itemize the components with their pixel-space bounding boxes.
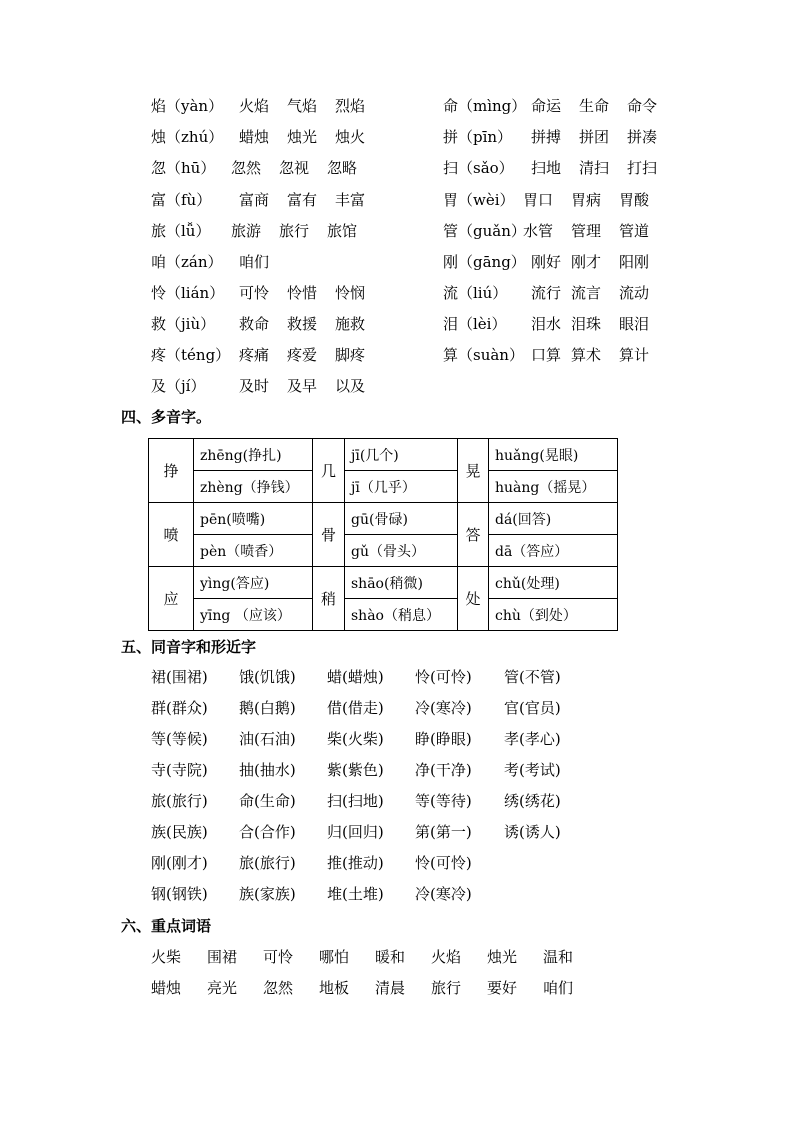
word: 流动 [619, 284, 650, 302]
char-pinyin: 怜（lián） [151, 284, 225, 302]
reading: gū(骨碌) [345, 503, 458, 535]
polyphone-char: 稍 [313, 567, 345, 631]
word: 借(借走) [327, 699, 384, 717]
reading: dá(回答) [489, 503, 618, 535]
word: 蜡烛 [151, 979, 182, 997]
word: 富商 [239, 191, 270, 209]
word: 丰富 [335, 191, 366, 209]
word: 怜(可怜) [415, 668, 472, 686]
word: 眼泪 [619, 315, 650, 333]
word: 怜(可怜) [415, 854, 472, 872]
char-pinyin: 刚（gāng） [443, 253, 526, 271]
polyphone-char: 骨 [313, 503, 345, 567]
char-pinyin: 拼（pīn） [443, 128, 513, 146]
word: 扫地 [531, 159, 562, 177]
word: 蜡(蜡烛) [327, 668, 384, 686]
word: 鹅(白鹅) [239, 699, 296, 717]
char-pinyin: 旅（lǚ） [151, 222, 211, 240]
word: 饿(饥饿) [239, 668, 296, 686]
word: 火柴 [151, 948, 182, 966]
word: 扫(扫地) [327, 792, 384, 810]
word: 亮光 [207, 979, 238, 997]
reading: jī（几乎） [345, 471, 458, 503]
word: 冷(寒冷) [415, 885, 472, 903]
reading: shāo(稍微) [345, 567, 458, 599]
word: 清扫 [579, 159, 610, 177]
table-row [149, 439, 618, 471]
word: 等(等待) [415, 792, 472, 810]
char-pinyin: 泪（lèi） [443, 315, 507, 333]
word: 刚好 [531, 253, 562, 271]
reading: yīng （应该） [194, 599, 313, 631]
word: 疼爱 [287, 346, 318, 364]
word: 富有 [287, 191, 318, 209]
word: 睁(睁眼) [415, 730, 472, 748]
word: 拼凑 [627, 128, 658, 146]
word: 脚疼 [335, 346, 366, 364]
word: 官(官员) [504, 699, 561, 717]
polyphone-char: 晃 [458, 439, 489, 503]
reading: pèn（喷香） [194, 535, 313, 567]
word: 地板 [319, 979, 350, 997]
word: 群(群众) [151, 699, 208, 717]
word: 阳刚 [619, 253, 650, 271]
word: 命(生命) [239, 792, 296, 810]
word: 烛光 [487, 948, 518, 966]
word: 火焰 [239, 97, 270, 115]
word: 怜惜 [287, 284, 318, 302]
table-row [149, 567, 618, 599]
polyphone-char: 喷 [149, 503, 194, 567]
word: 推(推动) [327, 854, 384, 872]
word: 打扫 [627, 159, 658, 177]
char-pinyin: 富（fù） [151, 191, 212, 209]
word: 水管 [523, 222, 554, 240]
word: 绣(绣花) [504, 792, 561, 810]
word: 拼搏 [531, 128, 562, 146]
word: 等(等候) [151, 730, 208, 748]
word: 钢(钢铁) [151, 885, 208, 903]
word: 算术 [571, 346, 602, 364]
reading: chǔ(处理) [489, 567, 618, 599]
word: 抽(抽水) [239, 761, 296, 779]
word: 孝(孝心) [504, 730, 561, 748]
char-pinyin: 忽（hū） [151, 159, 216, 177]
reading: chù（到处） [489, 599, 618, 631]
word: 胃口 [523, 191, 554, 209]
word: 算计 [619, 346, 650, 364]
polyphone-table [148, 438, 618, 631]
word: 管(不管) [504, 668, 561, 686]
section-title-homophones: 五、同音字和形近字 [121, 638, 257, 656]
reading: zhèng（挣钱） [194, 471, 313, 503]
word: 命运 [531, 97, 562, 115]
polyphone-char: 应 [149, 567, 194, 631]
char-pinyin: 命（mìng） [443, 97, 527, 115]
word: 拼团 [579, 128, 610, 146]
word: 旅馆 [327, 222, 358, 240]
word: 烈焰 [335, 97, 366, 115]
polyphone-char: 挣 [149, 439, 194, 503]
word: 忽略 [327, 159, 358, 177]
word: 合(合作) [239, 823, 296, 841]
word: 净(干净) [415, 761, 472, 779]
word: 流言 [571, 284, 602, 302]
word: 以及 [335, 377, 366, 395]
char-pinyin: 算（suàn） [443, 346, 524, 364]
word: 忽然 [231, 159, 262, 177]
word: 旅行 [279, 222, 310, 240]
word: 裙(围裙) [151, 668, 208, 686]
table-row [149, 535, 618, 567]
table-row [149, 471, 618, 503]
word: 救援 [287, 315, 318, 333]
word: 命令 [627, 97, 658, 115]
word: 忽然 [263, 979, 294, 997]
word: 冷(寒冷) [415, 699, 472, 717]
word: 堆(土堆) [327, 885, 384, 903]
table-row [149, 599, 618, 631]
word: 暖和 [375, 948, 406, 966]
word: 烛火 [335, 128, 366, 146]
word: 温和 [543, 948, 574, 966]
reading: huàng（摇晃） [489, 471, 618, 503]
reading: zhēng(挣扎) [194, 439, 313, 471]
char-pinyin: 咱（zán） [151, 253, 223, 271]
word: 怜悯 [335, 284, 366, 302]
word: 旅游 [231, 222, 262, 240]
word: 烛光 [287, 128, 318, 146]
section-title-polyphones: 四、多音字。 [121, 408, 212, 426]
char-pinyin: 救（jiù） [151, 315, 216, 333]
char-pinyin: 及（jí） [151, 377, 206, 395]
word: 蜡烛 [239, 128, 270, 146]
word: 气焰 [287, 97, 318, 115]
word: 流行 [531, 284, 562, 302]
word: 刚(刚才) [151, 854, 208, 872]
char-pinyin: 焰（yàn） [151, 97, 224, 115]
polyphone-char: 处 [458, 567, 489, 631]
word: 围裙 [207, 948, 238, 966]
word: 咱们 [239, 253, 270, 271]
word: 忽视 [279, 159, 310, 177]
reading: gǔ（骨头） [345, 535, 458, 567]
word: 寺(寺院) [151, 761, 208, 779]
word: 旅(旅行) [239, 854, 296, 872]
word: 管理 [571, 222, 602, 240]
word: 疼痛 [239, 346, 270, 364]
word: 刚才 [571, 253, 602, 271]
word: 可怜 [239, 284, 270, 302]
char-pinyin: 扫（sǎo） [443, 159, 514, 177]
reading: jī(几个) [345, 439, 458, 471]
word: 胃酸 [619, 191, 650, 209]
word: 考(考试) [504, 761, 561, 779]
word: 口算 [531, 346, 562, 364]
word: 救命 [239, 315, 270, 333]
word: 咱们 [543, 979, 574, 997]
polyphone-char: 答 [458, 503, 489, 567]
word: 旅(旅行) [151, 792, 208, 810]
word: 归(回归) [327, 823, 384, 841]
word: 第(第一) [415, 823, 472, 841]
char-pinyin: 流（liú） [443, 284, 508, 302]
word: 及时 [239, 377, 270, 395]
char-pinyin: 管（guǎn） [443, 222, 526, 240]
reading: huǎng(晃眼) [489, 439, 618, 471]
table-row [149, 503, 618, 535]
word: 泪珠 [571, 315, 602, 333]
char-pinyin: 疼（téng） [151, 346, 231, 364]
word: 哪怕 [319, 948, 350, 966]
reading: shào（稍息） [345, 599, 458, 631]
word: 油(石油) [239, 730, 296, 748]
polyphone-char: 几 [313, 439, 345, 503]
char-pinyin: 烛（zhú） [151, 128, 224, 146]
word: 清晨 [375, 979, 406, 997]
word: 要好 [487, 979, 518, 997]
word: 火焰 [431, 948, 462, 966]
word: 诱(诱人) [504, 823, 561, 841]
reading: yìng(答应) [194, 567, 313, 599]
word: 胃病 [571, 191, 602, 209]
char-pinyin: 胃（wèi） [443, 191, 515, 209]
word: 柴(火柴) [327, 730, 384, 748]
word: 生命 [579, 97, 610, 115]
reading: pēn(喷嘴) [194, 503, 313, 535]
word: 管道 [619, 222, 650, 240]
word: 可怜 [263, 948, 294, 966]
word: 旅行 [431, 979, 462, 997]
reading: dā（答应） [489, 535, 618, 567]
word: 施救 [335, 315, 366, 333]
word: 泪水 [531, 315, 562, 333]
section-title-key-words: 六、重点词语 [121, 917, 212, 935]
word: 族(民族) [151, 823, 208, 841]
word: 族(家族) [239, 885, 296, 903]
word: 紫(紫色) [327, 761, 384, 779]
word: 及早 [287, 377, 318, 395]
